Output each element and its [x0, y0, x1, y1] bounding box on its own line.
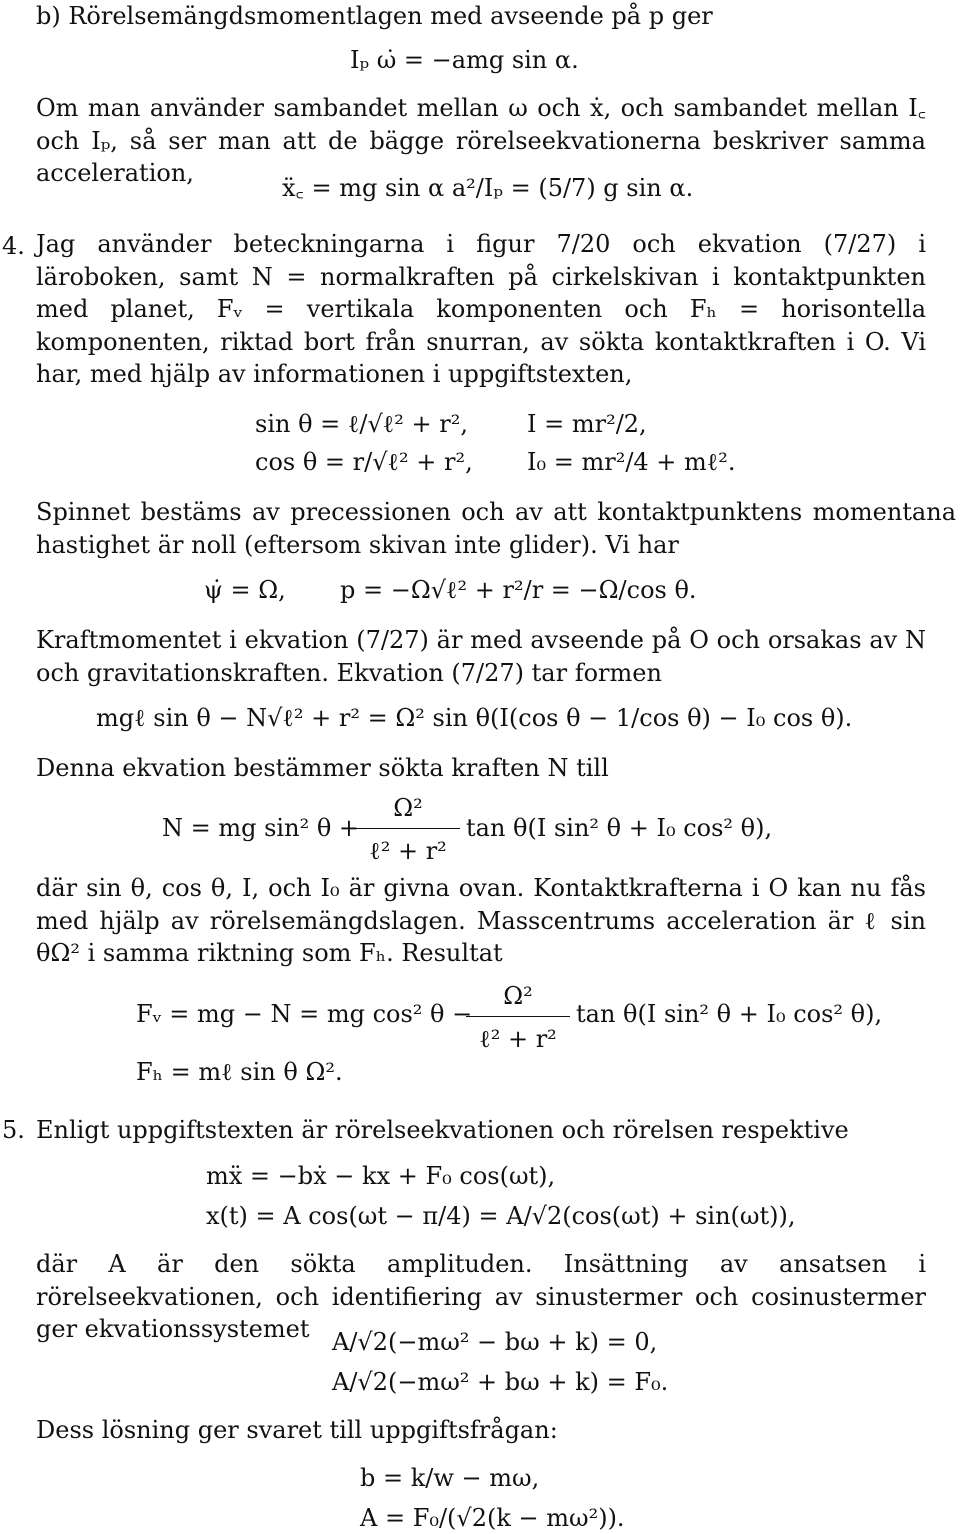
equation-system-2: A/√2(−mω² + bω + k) = F₀.	[332, 1368, 669, 1396]
spin-paragraph	[36, 496, 956, 561]
equation-n-fraction	[356, 794, 460, 866]
fraction-fv-numerator: Ω²	[503, 982, 533, 1010]
spin-text: Spinnet bestäms av precessionen och av att kontaktpunktens momentana hastighet är noll (eftersom skivan inte glider). Vi har	[36, 498, 956, 559]
force-n-text: Denna ekvation bestämmer sökta kraften N till	[36, 754, 609, 782]
item-4-paragraph	[36, 228, 926, 391]
torque-paragraph	[36, 624, 926, 689]
equation-inertia: I = mr²/2,	[527, 410, 647, 438]
equation-p: p = −Ω√ℓ² + r²/r = −Ω/cos θ.	[340, 576, 697, 604]
equation-A: A = F₀/(√2(k − mω²)).	[360, 1504, 625, 1532]
contact-paragraph	[36, 872, 926, 970]
fraction-n-bar	[356, 828, 460, 866]
equation-angular-momentum: Iₚ ω̇ = −amg sin α.	[350, 46, 579, 74]
equation-fv-left: Fᵥ = mg − N = mg cos² θ −	[136, 1000, 473, 1028]
contact-text: där sin θ, cos θ, I, och I₀ är givna ovan. Kontaktkrafterna i O kan nu fås med hjälp av rörelsemängdslagen. Masscentrums acceleration är ℓ sin θΩ² i samma riktning som Fₕ. Resultat	[36, 874, 926, 967]
equation-sin-theta: sin θ = ℓ/√ℓ² + r²,	[255, 410, 468, 438]
item-5-text2: där A är den sökta amplituden. Insättning av ansatsen i rörelseekvationen, och identifiering av sinustermer och cosinustermer ger ekvationssystemet	[36, 1250, 926, 1343]
equation-psi-dot: ψ̇ = Ω,	[204, 576, 286, 604]
equation-fv-right: tan θ(I sin² θ + I₀ cos² θ),	[576, 1000, 883, 1028]
fraction-n-numerator: Ω²	[393, 794, 423, 822]
fraction-fv-denominator: ℓ² + r²	[479, 1025, 557, 1053]
equation-n-left: N = mg sin² θ +	[162, 814, 360, 842]
fraction-fv-bar	[466, 1016, 570, 1054]
equation-n-right: tan θ(I sin² θ + I₀ cos² θ),	[466, 814, 773, 842]
item-4-number: 4.	[2, 232, 25, 260]
equation-moment: mgℓ sin θ − N√ℓ² + r² = Ω² sin θ(I(cos θ − 1/cos θ) − I₀ cos θ).	[96, 704, 853, 732]
equation-inertia-zero: I₀ = mr²/4 + mℓ².	[527, 448, 736, 476]
solution-text: Dess lösning ger svaret till uppgiftsfrågan:	[36, 1416, 558, 1444]
item-4-text: Jag använder beteckningarna i figur 7/20 och ekvation (7/27) i läroboken, samt N = normalkraften på cirkelskivan i kontaktpunkten med planet, Fᵥ = vertikala komponenten och Fₕ = horisontella komponenten, riktad bort från snurran, av sökta kontaktkraften i O. Vi har, med hjälp av informationen i uppgiftstexten,	[36, 230, 926, 388]
equation-acceleration: ẍ꜀ = mg sin α a²/Iₚ = (5/7) g sin α.	[282, 174, 694, 202]
equation-x-of-t: x(t) = A cos(ωt − π/4) = A/√2(cos(ωt) + sin(ωt)),	[206, 1202, 796, 1230]
equation-fh: Fₕ = mℓ sin θ Ω².	[136, 1058, 343, 1086]
torque-text: Kraftmomentet i ekvation (7/27) är med avseende på O och orsakas av N och gravitationskraften. Ekvation (7/27) tar formen	[36, 626, 926, 687]
equation-motion: mẍ = −bẋ − kx + F₀ cos(ωt),	[206, 1162, 556, 1190]
equation-cos-theta: cos θ = r/√ℓ² + r²,	[255, 448, 473, 476]
equation-system-1: A/√2(−mω² − bω + k) = 0,	[332, 1328, 658, 1356]
item-5-text: Enligt uppgiftstexten är rörelseekvationen och rörelsen respektive	[36, 1116, 849, 1144]
part-b-text: Om man använder sambandet mellan ω och ẋ, och sambandet mellan I꜀ och Iₚ, så ser man att de bägge rörelseekvationerna beskriver samma acceleration,	[36, 94, 926, 187]
item-5-number: 5.	[2, 1116, 25, 1144]
part-b-heading: b) Rörelsemängdsmomentlagen med avseende på p ger	[36, 2, 713, 30]
fraction-n-denominator: ℓ² + r²	[369, 837, 447, 865]
equation-fv-fraction	[466, 982, 570, 1054]
equation-b: b = k/w − mω,	[360, 1464, 540, 1492]
